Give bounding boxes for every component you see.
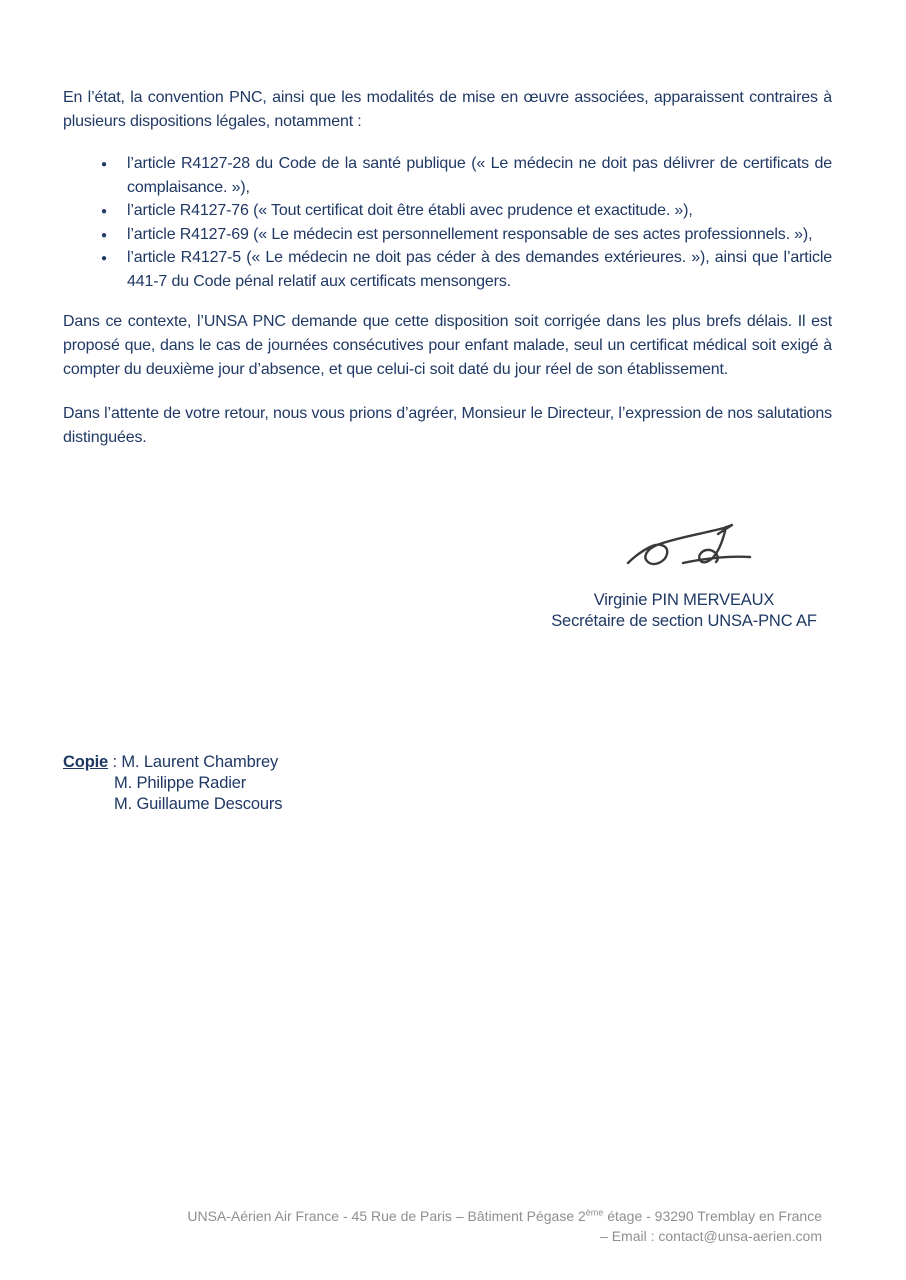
- bullet-icon: ●: [101, 229, 107, 241]
- bullet-icon: ●: [101, 253, 107, 264]
- paragraph-closing: Dans l’attente de votre retour, nous vous prions d’agréer, Monsieur le Directeur, l’expression de nos salutations distinguées.: [63, 405, 832, 446]
- signer-name: Virginie PIN MERVEAUX: [593, 591, 775, 609]
- list-item-text: l’article R4127-5 (« Le médecin ne doit pas céder à des demandes extérieures. »), ainsi que l’article 441-7 du Code pénal relatif aux certificats mensongers.: [127, 249, 832, 290]
- page-footer: [63, 1206, 822, 1246]
- signer-title: Secrétaire de section UNSA-PNC AF: [551, 611, 817, 630]
- signature-block: [523, 590, 845, 631]
- copy-recipient: M. Guillaume Descours: [114, 794, 283, 813]
- footer-ordinal-superscript: ème: [585, 1207, 604, 1218]
- copy-label: Copie: [63, 753, 109, 771]
- list-item: [63, 246, 832, 293]
- list-item-text: l’article R4127-76 (« Tout certificat doit être établi avec prudence et exactitude. »),: [127, 202, 693, 219]
- bullet-icon: ●: [101, 206, 107, 217]
- list-item-text: l’article R4127-28 du Code de la santé publique (« Le médecin ne doit pas délivrer de certificats de complaisance. »),: [127, 155, 832, 196]
- list-item: [63, 152, 832, 199]
- paragraph-request: Dans ce contexte, l’UNSA PNC demande que cette disposition soit corrigée dans les plus brefs délais. Il est proposé que, dans le cas de journées consécutives pour enfant malade, seul un certificat médical soit exigé à compter du deuxième jour d’absence, et que celui-ci soit daté du jour réel de son établissement.: [63, 313, 832, 378]
- copy-recipient: M. Laurent Chambrey: [121, 753, 279, 771]
- copy-recipient: M. Philippe Radier: [114, 773, 247, 792]
- footer-address-line: [63, 1206, 822, 1226]
- bullet-icon: ●: [101, 159, 107, 170]
- footer-email-line: – Email : contact@unsa-aerien.com: [600, 1228, 822, 1244]
- handwritten-signature-icon: [623, 514, 757, 580]
- copy-line: [63, 752, 282, 773]
- copy-block: [63, 752, 282, 814]
- footer-address-part1: UNSA-Aérien Air France - 45 Rue de Paris – Bâtiment Pégase 2: [187, 1208, 586, 1224]
- footer-address-part2: étage - 93290 Tremblay en France: [603, 1208, 822, 1224]
- copy-separator: :: [108, 753, 122, 771]
- list-item: [63, 199, 832, 223]
- list-item-text: l’article R4127-69 (« Le médecin est personnellement responsable de ses actes professionnels. »),: [127, 225, 813, 243]
- list-item: [63, 223, 832, 247]
- paragraph-intro: En l’état, la convention PNC, ainsi que les modalités de mise en œuvre associées, apparaissent contraires à plusieurs dispositions légales, notamment :: [63, 89, 832, 130]
- legal-articles-list: [63, 152, 832, 293]
